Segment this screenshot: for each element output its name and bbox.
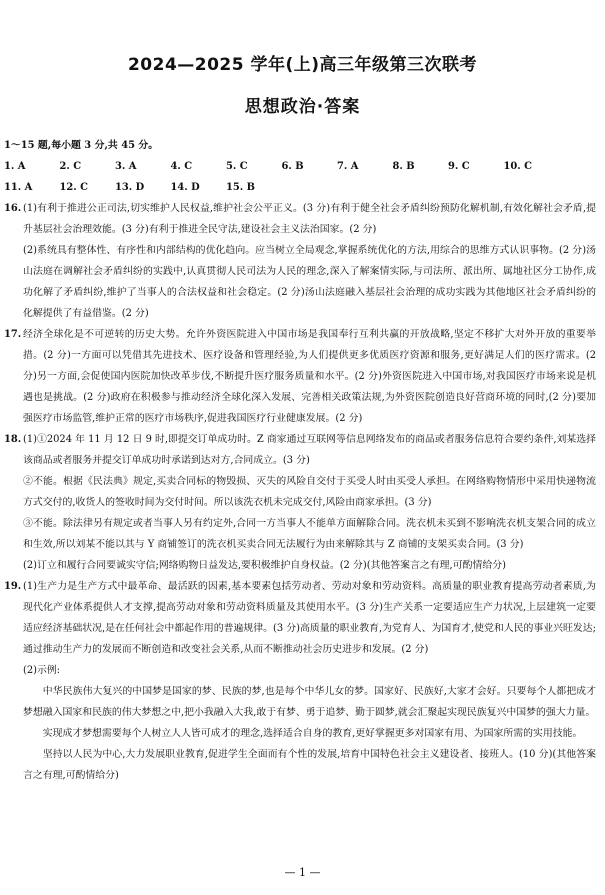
- question-17: [4, 324, 596, 429]
- answer-paragraph: (2)订立和履行合同要诚实守信;网络购物日益发达,要积极维护自身权益。(2 分)(其他答案言之有理,可酌情给分): [23, 560, 506, 571]
- question-16: [4, 198, 596, 324]
- choice-answer: 15. B: [226, 182, 255, 193]
- page-number: — 1 —: [284, 866, 321, 879]
- choice-answer: 1. A: [4, 161, 26, 172]
- choice-answer: 6. B: [281, 161, 304, 172]
- choice-answers-row-2: [4, 177, 596, 198]
- choice-answer: 8. B: [392, 161, 415, 172]
- answer-paragraph: (2)系统具有整体性、有序性和内部结构的优化趋向。应当树立全局观念,掌握系统优化的方法,用综合的思维方式认识事物。(2 分)汤山法庭在调解社会矛盾纠纷的实践中,认真贯彻人民司法为人民的理念,深入了解案情实际,与司法所、派出所、属地社区分工协作,成功化解了矛盾纠纷,维护了当事人的合法权益和社会稳定。(2 分)汤山法庭融入基层社会治理的成功实践为其他地区社会矛盾纠纷的化解提供了有益借鉴。(2 分): [23, 245, 596, 319]
- choice-answer: 2. C: [59, 161, 82, 172]
- example-paragraph: 实现成才梦想需要每个人树立人人皆可成才的理念,选择适合自身的教育,更好掌握更多对国家有用、为国家所需的实用技能。: [42, 728, 583, 739]
- example-paragraph: 中华民族伟大复兴的中国梦是国家的梦、民族的梦,也是每个中华儿女的梦。国家好、民族好,大家才会好。只要每个人都把成才梦想融入国家和民族的伟大梦想之中,把小我融入大我,敢于有梦、勇于追梦、勤于圆梦,就会汇聚起实现民族复兴中国梦的强大力量。: [23, 686, 596, 718]
- answer-paragraph: ②不能。根据《民法典》规定,买卖合同标的物毁损、灭失的风险自交付于买受人时由买受人承担。在网络购物情形中采用快递物流方式交付的,收货人的签收时间为交付时间。所以该洗衣机未完成交付,风险由商家承担。(3 分): [23, 476, 596, 508]
- answer-paragraph: (2)示例:: [23, 665, 61, 676]
- question-number: 17.: [4, 329, 22, 340]
- choice-answer: 12. C: [59, 182, 88, 193]
- choice-answers-row-1: [4, 156, 596, 177]
- answer-paragraph: (1)①2024 年 11 月 12 日 9 时,即提交订单成功时。Z 商家通过互联网等信息网络发布的商品或者服务信息符合要约条件,刘某选择该商品或者服务并提交订单成功时承诺到达对方,合同成立。(3 分): [23, 434, 596, 466]
- question-18: [4, 429, 596, 576]
- page-subtitle: 思想政治·答案: [244, 97, 361, 117]
- answer-paragraph: (1)有利于推进公正司法,切实维护人民权益,维护社会公平正义。(3 分)有利于健全社会矛盾纠纷预防化解机制,有效化解社会矛盾,提升基层社会治理效能。(3 分)有利于推进全民守法,建设社会主义法治国家。(2 分): [23, 203, 596, 235]
- question-number: 16.: [4, 203, 22, 214]
- choice-answer: 10. C: [503, 161, 532, 172]
- choice-intro: 1～15 题,每小题 3 分,共 45 分。: [4, 140, 159, 151]
- page-title: 2024—2025 学年(上)高三年级第三次联考: [127, 55, 478, 75]
- answer-paragraph: 经济全球化是不可逆转的历史大势。允许外资医院进入中国市场是我国奉行互利共赢的开放战略,坚定不移扩大对外开放的重要举措。(2 分)一方面可以凭借其先进技术、医疗设备和管理经验,为人们提供更多优质医疗资源和服务,更好满足人们的医疗需求。(2 分)另一方面,会促使国内医院加快改革步伐,不断提升医疗服务质量和水平。(2 分)外资医院进入中国市场,对我国医疗市场来说是机遇也是挑战。(2 分)政府在积极参与推动经济全球化深入发展、完善相关政策法规,为外资医院创造良好营商环境的同时,(2 分)要加强医疗市场监管,维护正常的医疗市场秩序,促进我国医疗行业健康发展。(2 分): [23, 329, 596, 424]
- answer-body: [4, 135, 596, 786]
- example-paragraph: 坚持以人民为中心,大力发展职业教育,促进学生全面而有个性的发展,培育中国特色社会主义建设者、接班人。(10 分)(其他答案言之有理,可酌情给分): [23, 749, 596, 781]
- question-number: 19.: [4, 581, 22, 592]
- choice-answer: 14. D: [170, 182, 200, 193]
- choice-answer: 4. C: [170, 161, 193, 172]
- choice-answer: 13. D: [115, 182, 145, 193]
- question-number: 18.: [4, 434, 22, 445]
- answer-paragraph: ③不能。除法律另有规定或者当事人另有约定外,合同一方当事人不能单方面解除合同。洗衣机未买到不影响洗衣机支架合同的成立和生效,所以刘某不能以其与 Y 商铺签订的洗衣机买卖合同无法履行为由来解除其与 Z 商铺的支架买卖合同。(3 分): [23, 518, 596, 550]
- choice-answer: 7. A: [337, 161, 359, 172]
- choice-answer: 9. C: [448, 161, 470, 172]
- answer-paragraph: (1)生产力是生产方式中最革命、最活跃的因素,基本要素包括劳动者、劳动对象和劳动资料。高质量的职业教育提高劳动者素质,为现代化产业体系提供人才支撑,提高劳动对象和劳动资料质量及其使用水平。(3 分)生产关系一定要适应生产力状况,上层建筑一定要适应经济基础状况,是在任何社会中都起作用的普遍规律。(3 分)高质量的职业教育,为党育人、为国育才,使党和人民的事业兴旺发达;通过推动生产力的发展而不断创造和改变社会关系,从而不断推动社会历史进步和发展。(2 分): [23, 581, 596, 655]
- choice-answer: 5. C: [226, 161, 248, 172]
- choice-answer: 3. A: [115, 161, 137, 172]
- question-19: [4, 576, 596, 786]
- choice-answer: 11. A: [4, 182, 33, 193]
